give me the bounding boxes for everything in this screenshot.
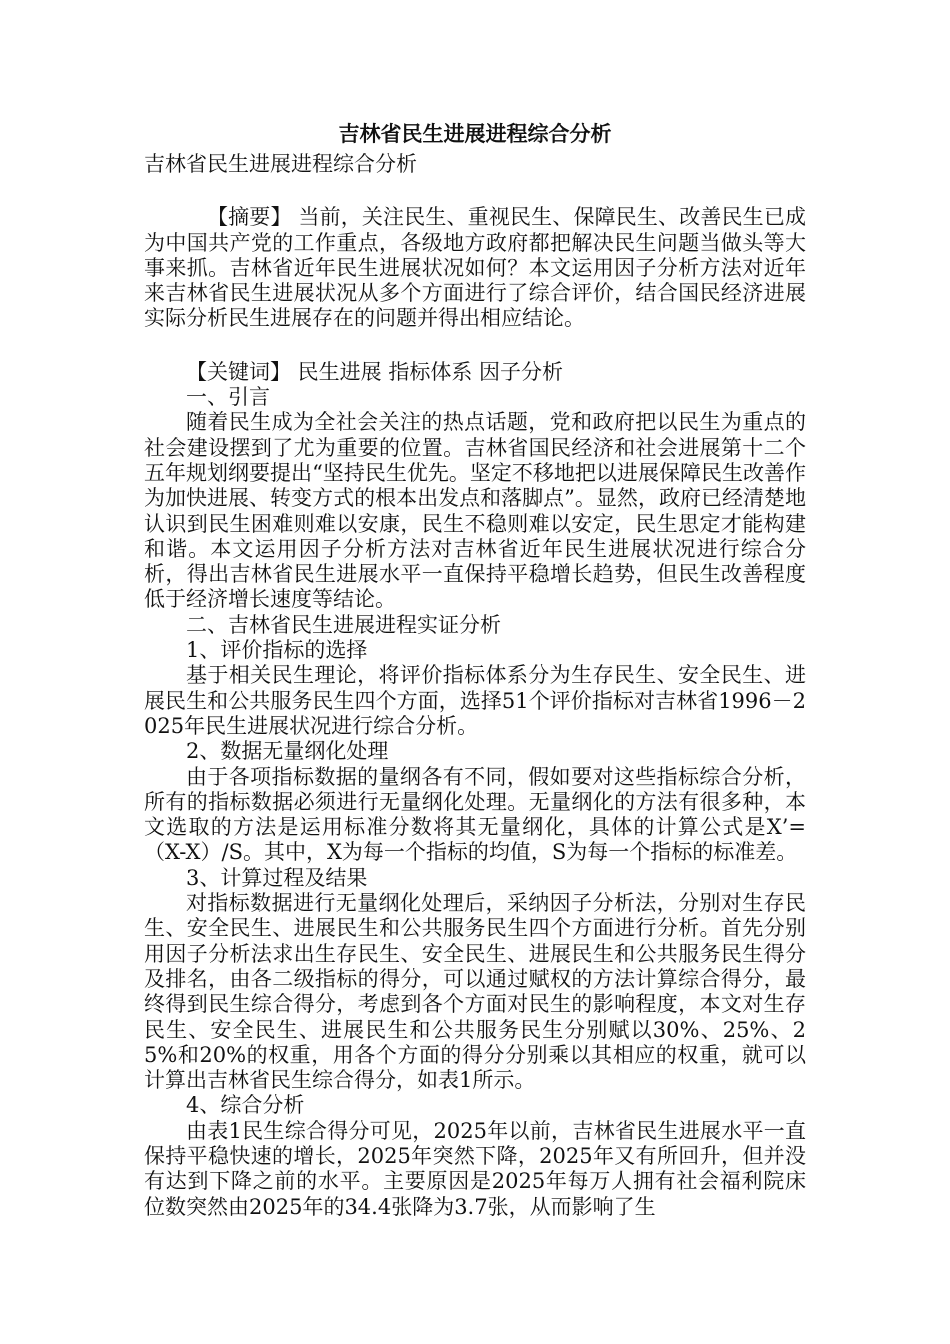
abstract-paragraph: 【摘要】 当前，关注民生、重视民生、保障民生、改善民生已成为中国共产党的工作重点，各级地方政府都把解决民生问题当做头等大事来抓。吉林省近年民生进展状况如何？本文运用因子分析方法对近年来吉林省民生进展状况从多个方面进行了综合评价，结合国民经济进展实际分析民生进展存在的问题并得出相应结论。 <box>144 205 806 331</box>
keywords-line: 【关键词】 民生进展 指标体系 因子分析 <box>186 359 564 384</box>
document-page <box>144 120 806 1220</box>
intro-paragraph: 随着民生成为全社会关注的热点话题，党和政府把以民生为重点的社会建设摆到了尤为重要的位置。吉林省国民经济和社会进展第十二个五年规划纲要提出“坚持民生优先。坚定不移地把以进展保障民生改善作为加快进展、转变方式的根本出发点和落脚点”。显然，政府已经清楚地认识到民生困难则难以安康，民生不稳则难以安定，民生思定才能构建和谐。本文运用因子分析方法对吉林省近年民生进展状况进行综合分析，得出吉林省民生进展水平一直保持平稳增长趋势，但民生改善程度低于经济增长速度等结论。 <box>144 410 806 612</box>
document-title: 吉林省民生进展进程综合分析 <box>338 122 612 146</box>
subsection-heading-analysis: 4、综合分析 <box>186 1093 305 1118</box>
subsection-heading-normalization: 2、数据无量纲化处理 <box>186 739 389 764</box>
section-heading-intro: 一、引言 <box>186 385 270 410</box>
section-heading-empirical: 二、吉林省民生进展进程实证分析 <box>186 612 501 637</box>
normalization-paragraph: 由于各项指标数据的量纲各有不同，假如要对这些指标综合分析，所有的指标数据必须进行无量纲化处理。无量纲化的方法有很多种，本文选取的方法是运用标准分数将其无量纲化，具体的计算公式是X’=（X-X）/S。其中，X为每一个指标的均值，S为每一个指标的标准差。 <box>144 764 806 865</box>
subsection-heading-calculation: 3、计算过程及结果 <box>186 865 368 890</box>
subsection-heading-indicators: 1、评价指标的选择 <box>186 638 368 663</box>
calculation-paragraph: 对指标数据进行无量纲化处理后，采纳因子分析法，分别对生存民生、安全民生、进展民生和公共服务民生四个方面进行分析。首先分别用因子分析法求出生存民生、安全民生、进展民生和公共服务民生得分及排名，由各二级指标的得分，可以通过赋权的方法计算综合得分，最终得到民生综合得分，考虑到各个方面对民生的影响程度，本文对生存民生、安全民生、进展民生和公共服务民生分别赋以30%、25%、25%和20%的权重，用各个方面的得分分别乘以其相应的权重，就可以计算出吉林省民生综合得分，如表1所示。 <box>144 891 806 1093</box>
document-subtitle: 吉林省民生进展进程综合分析 <box>144 152 417 176</box>
analysis-paragraph: 由表1民生综合得分可见，2025年以前，吉林省民生进展水平一直保持平稳快速的增长，2025年突然下降，2025年又有所回升，但并没有达到下降之前的水平。主要原因是2025年每万人拥有社会福利院床位数突然由2025年的34.4张降为3.7张，从而影响了生 <box>144 1118 806 1219</box>
indicators-paragraph: 基于相关民生理论，将评价指标体系分为生存民生、安全民生、进展民生和公共服务民生四个方面，选择51个评价指标对吉林省1996－2025年民生进展状况进行综合分析。 <box>144 663 806 738</box>
